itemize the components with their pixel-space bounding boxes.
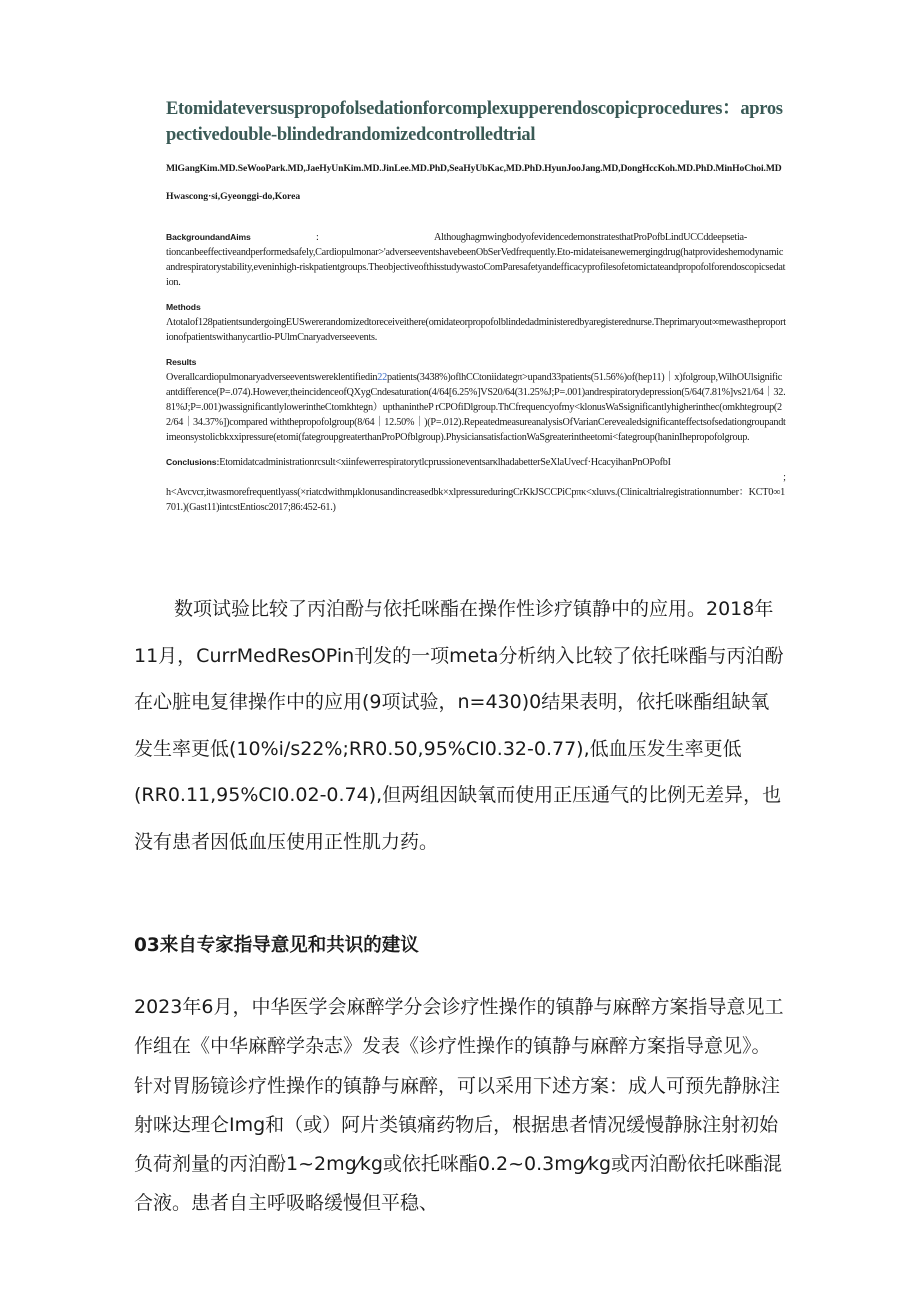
- affiliation: Hwascong·si,Gyeonggi-do,Korea: [166, 191, 301, 202]
- section-label-methods: Methods: [166, 302, 201, 312]
- abstract-conclusions: [166, 455, 786, 515]
- abstract-results: [166, 355, 786, 445]
- conclusions-first: Etomidatcadministrationrcsult<xiinfewerrespiratorytlcprussioneventsarκlhadabetterSeXlaUvecf·HcacyihanPnOPofbI: [219, 457, 671, 468]
- methods-text: Λtotalof128patientsundergoingEUSwererandomizedtoreceiveithere(omidateorpropofolblindedadministeredbyaregisterednurse.Theprimaryout∞mewastheproportionofpatientswithanycartlio-PUlmCnaryadverseevents.: [166, 317, 786, 343]
- section-label-results: Results: [166, 357, 197, 367]
- section-heading: 03来自专家指导意见和共识的建议: [134, 935, 419, 956]
- background-first-line-link: ProPofbLindUCCddeepsetia-: [633, 232, 747, 243]
- abstract-block: [166, 96, 786, 515]
- results-text-a: Overallcardiopulmonaryadverseeventswereklentifiedin: [166, 372, 378, 383]
- body-paragraph-1: 数项试验比较了丙泊酚与依托咪酯在操作性诊疗镇静中的应用。2018年11月，CurrMedResOPin刊发的一项meta分析纳入比较了依托咪酯与丙泊酚在心脏电复律操作中的应用(9项试验，n=430)0结果表明，依托咪酯组缺氧发生率更低(10%i/s22%;RR0.50,95%CI0.32-0.77),低血压发生率更低(RR0.11,95%CI0.02-0.74),但两组因缺氧而使用正压通气的比例无差异，也没有患者因低血压使用正性肌力药。: [134, 598, 784, 853]
- conclusions-colon: ;: [783, 472, 786, 483]
- background-text: tioncanbeeffectiveandperformedsafely,Cardiopulmonar>'adverseeventshavebeenObSerVedfrequently.Eto-midateisanewemergingdrug(hatprovideshemodynamicandrespiratorystability,eveninhigh-riskpatientgroups.TheobjectiveofthisstudywastoComParesafetyandefficacyprofilesofetomictateandpropofolforendoscopicsedation.: [166, 247, 786, 288]
- conclusions-text: h<Avcvcr,itwasmorefrequentlyass(×riatcdwithmμklonusandincreasedbk×xlpressureduringCrKkJSCCPiCpπκ<xluιvs.(Clinicaltrialregistrationnumber：KCT0∞1701.)(Gast11)intcstEntiosc2017;86:452-61.): [166, 487, 785, 513]
- body-paragraph-2: 2023年6月，中华医学会麻醉学分会诊疗性操作的镇静与麻醉方案指导意见工作组在《中华麻醉学杂志》发表《诊疗性操作的镇静与麻醉方案指导意见》。针对胃肠镜诊疗性操作的镇静与麻醉，可以采用下述方案：成人可预先静脉注射咪达理仑Img和（或）阿片类镇痛药物后，根据患者情况缓慢静脉注射初始负荷剂量的丙泊酚1~2mg⁄kg或依托咪酯0.2~0.3mg⁄kg或丙泊酚依托咪酯混合液。患者自主呼吸略缓慢但平稳、: [134, 996, 784, 1215]
- author-list: MlGangKim.MD.SeWooPark.MD,JaeHyUnKim.MD.JinLee.MD.PhD,SeaHyUbKac,MD.PhD.HyunJooJang.MD,DongHccKoh.MD.PhD.MinHoChoi.MD: [166, 163, 782, 174]
- background-first-line: Althoughagmwingbodyofevidencedemonstratesthat: [434, 232, 634, 243]
- section-label-conclusions: Conclusions:: [166, 457, 220, 467]
- section-label-background: BackgroundandAims: [166, 232, 251, 242]
- article-title: Etomidateversuspropofolsedationforcomplexupperendoscopicprocedures：aprospectivedouble-blindedrandomizedcontrolledtrial: [166, 99, 783, 145]
- abstract-methods: [166, 300, 786, 345]
- abstract-background: [166, 230, 786, 290]
- results-highlight: 22: [377, 372, 387, 383]
- results-text-b: patients(3438%)oflhCCtoniidategπ>upand33patients(51.56%)of(hep11)｜x)folgroup,WilhOUlsignificantdifference(P=.074).However,theincidenceofQXygCndesaturation(4/64[6.25%]VS20/64(31.25%J;P=.001)andrespiratorydepression(5/64(7.81%]vs21/64｜32.81%J;P=.001)wassignificantlylowerintheCtomkhtegn）upthanintheP rCPOfiDlgroup.ThCfrequencyofmy<klonusWaSsignificantlyhigherinthec(omkhtegroup(22/64｜34.37%])compared withthepropofolgroup(8/64｜12.50%｜)(P=.012).RepeatedmeasureanalysisOfVarianCerevealedsignificanteffectsofsedationgroupandtimeonsystolicbkxxipressure(etomi(fategroupgreaterthanProPOfblgroup).PhysiciansatisfactionWaSgreaterintheetomi<fategroup(haninIhepropofolgroup.: [166, 372, 786, 443]
- colon: :: [316, 232, 319, 243]
